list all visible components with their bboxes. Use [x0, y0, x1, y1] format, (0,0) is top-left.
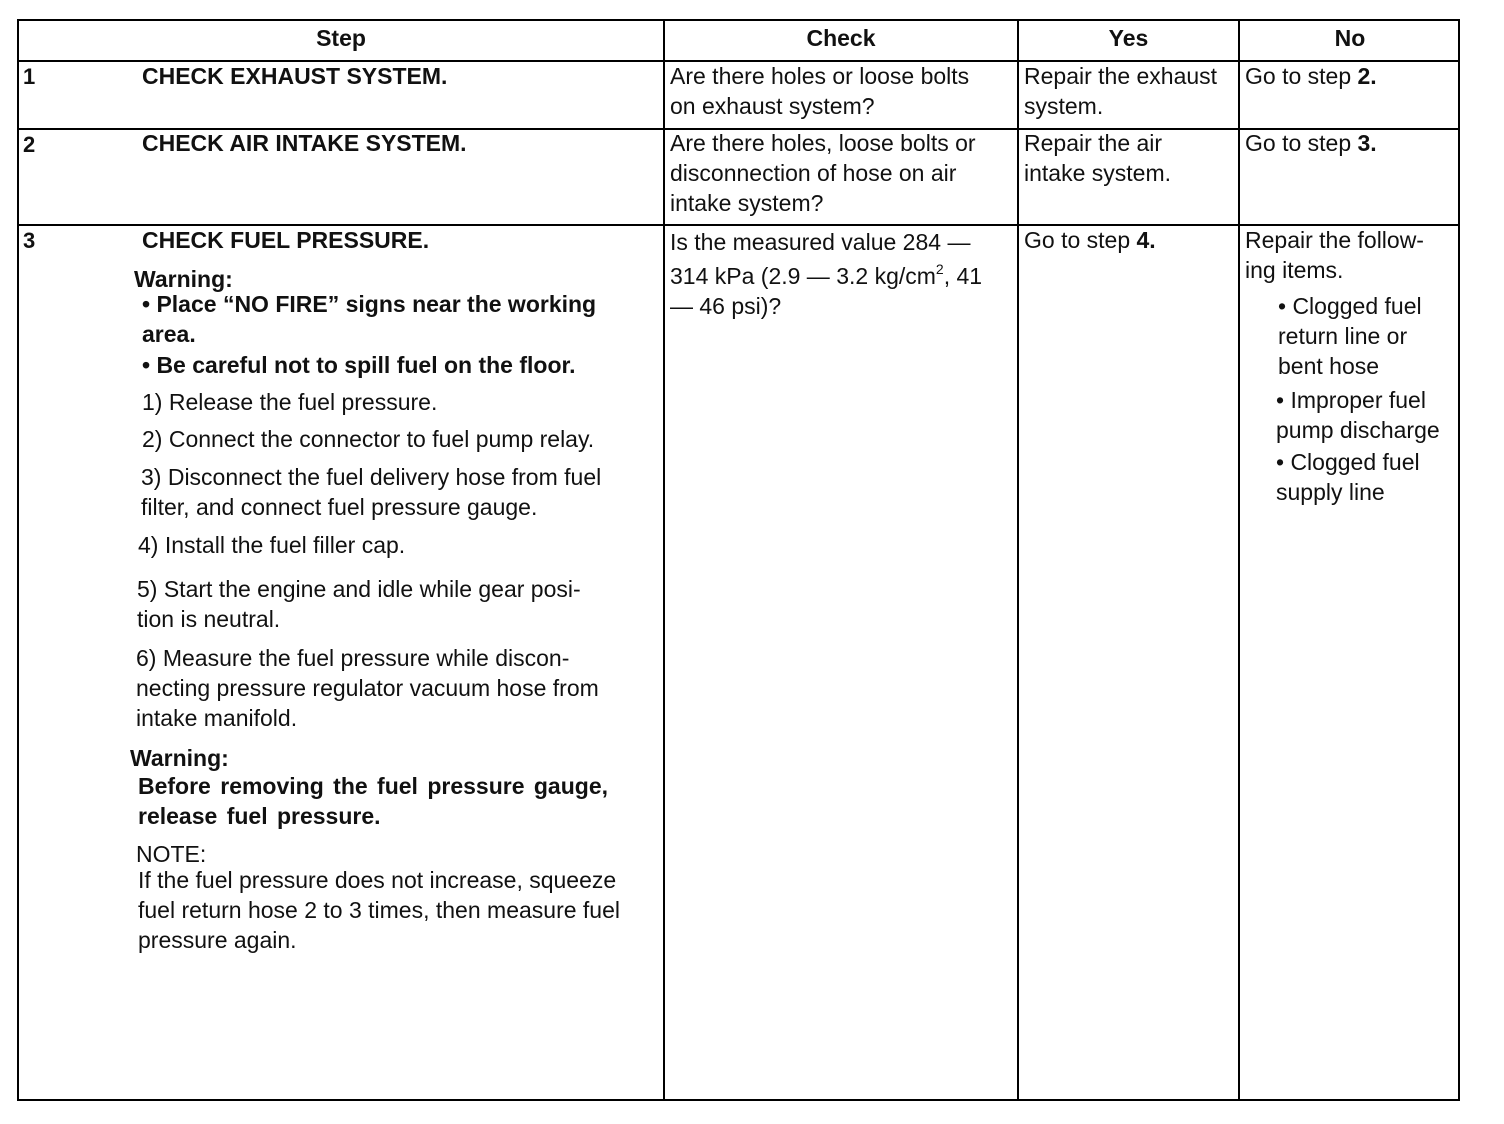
warning-item: • Place “NO FIRE” signs near the working area. — [142, 291, 597, 347]
warning-text: Before removing the fuel pressure gauge, release fuel pressure. — [138, 773, 609, 829]
check-cell: Are there holes, loose bolts or disconnection of hose on air intake system? — [670, 130, 976, 216]
yes-cell: Repair the air intake system. — [1024, 130, 1171, 186]
no-cell: Go to step 2. — [1245, 63, 1377, 89]
header-check: Check — [806, 25, 876, 51]
yes-cell: Repair the exhaust system. — [1024, 63, 1218, 119]
header-yes: Yes — [1108, 25, 1149, 51]
procedure-step: 4) Install the fuel filler cap. — [138, 532, 406, 558]
note-text: If the fuel pressure does not increase, squeeze fuel return hose 2 to 3 times, then measure fuel pressure again. — [138, 867, 620, 953]
warning-item: • Be careful not to spill fuel on the floor. — [142, 352, 576, 378]
header-no: No — [1334, 25, 1366, 51]
step-number: 2 — [23, 132, 36, 157]
procedure-step: 3) Disconnect the fuel delivery hose from fuel filter, and connect fuel pressure gauge. — [141, 464, 602, 520]
check-cell: Is the measured value 284 — 314 kPa (2.9 — 3.2 $kg/cm^2$, 41 — 46 psi)? — [670, 229, 983, 319]
step-title: CHECK AIR INTAKE SYSTEM. — [142, 130, 467, 156]
header-step: Step — [316, 25, 366, 51]
step-title: CHECK FUEL PRESSURE. — [142, 227, 430, 253]
no-cell: Go to step 3. — [1245, 130, 1377, 156]
no-item: • Improper fuel pump discharge — [1276, 387, 1440, 443]
yes-cell: Go to step 4. — [1024, 227, 1156, 253]
check-cell: Are there holes or loose bolts on exhaust system? — [670, 63, 970, 119]
procedure-step: 6) Measure the fuel pressure while discon- necting pressure regulator vacuum hose from intake manifold. — [136, 645, 599, 731]
warning-label: Warning: — [130, 745, 229, 771]
column-divider — [1238, 21, 1240, 1099]
step-number: 3 — [23, 228, 36, 253]
warning-label: Warning: — [134, 266, 233, 292]
column-divider — [1017, 21, 1019, 1099]
no-item: • Clogged fuel return line or bent hose — [1278, 293, 1422, 379]
column-divider — [663, 21, 665, 1099]
procedure-step: 1) Release the fuel pressure. — [142, 389, 438, 415]
step-title: CHECK EXHAUST SYSTEM. — [142, 63, 448, 89]
no-cell-intro: Repair the follow- ing items. — [1245, 227, 1424, 283]
diagnosis-table — [17, 19, 1460, 1101]
procedure-step: 5) Start the engine and idle while gear posi- tion is neutral. — [137, 576, 581, 632]
step-number: 1 — [23, 64, 36, 89]
note-label: NOTE: — [136, 841, 207, 867]
no-item: • Clogged fuel supply line — [1276, 449, 1420, 505]
procedure-step: 2) Connect the connector to fuel pump relay. — [142, 426, 595, 452]
